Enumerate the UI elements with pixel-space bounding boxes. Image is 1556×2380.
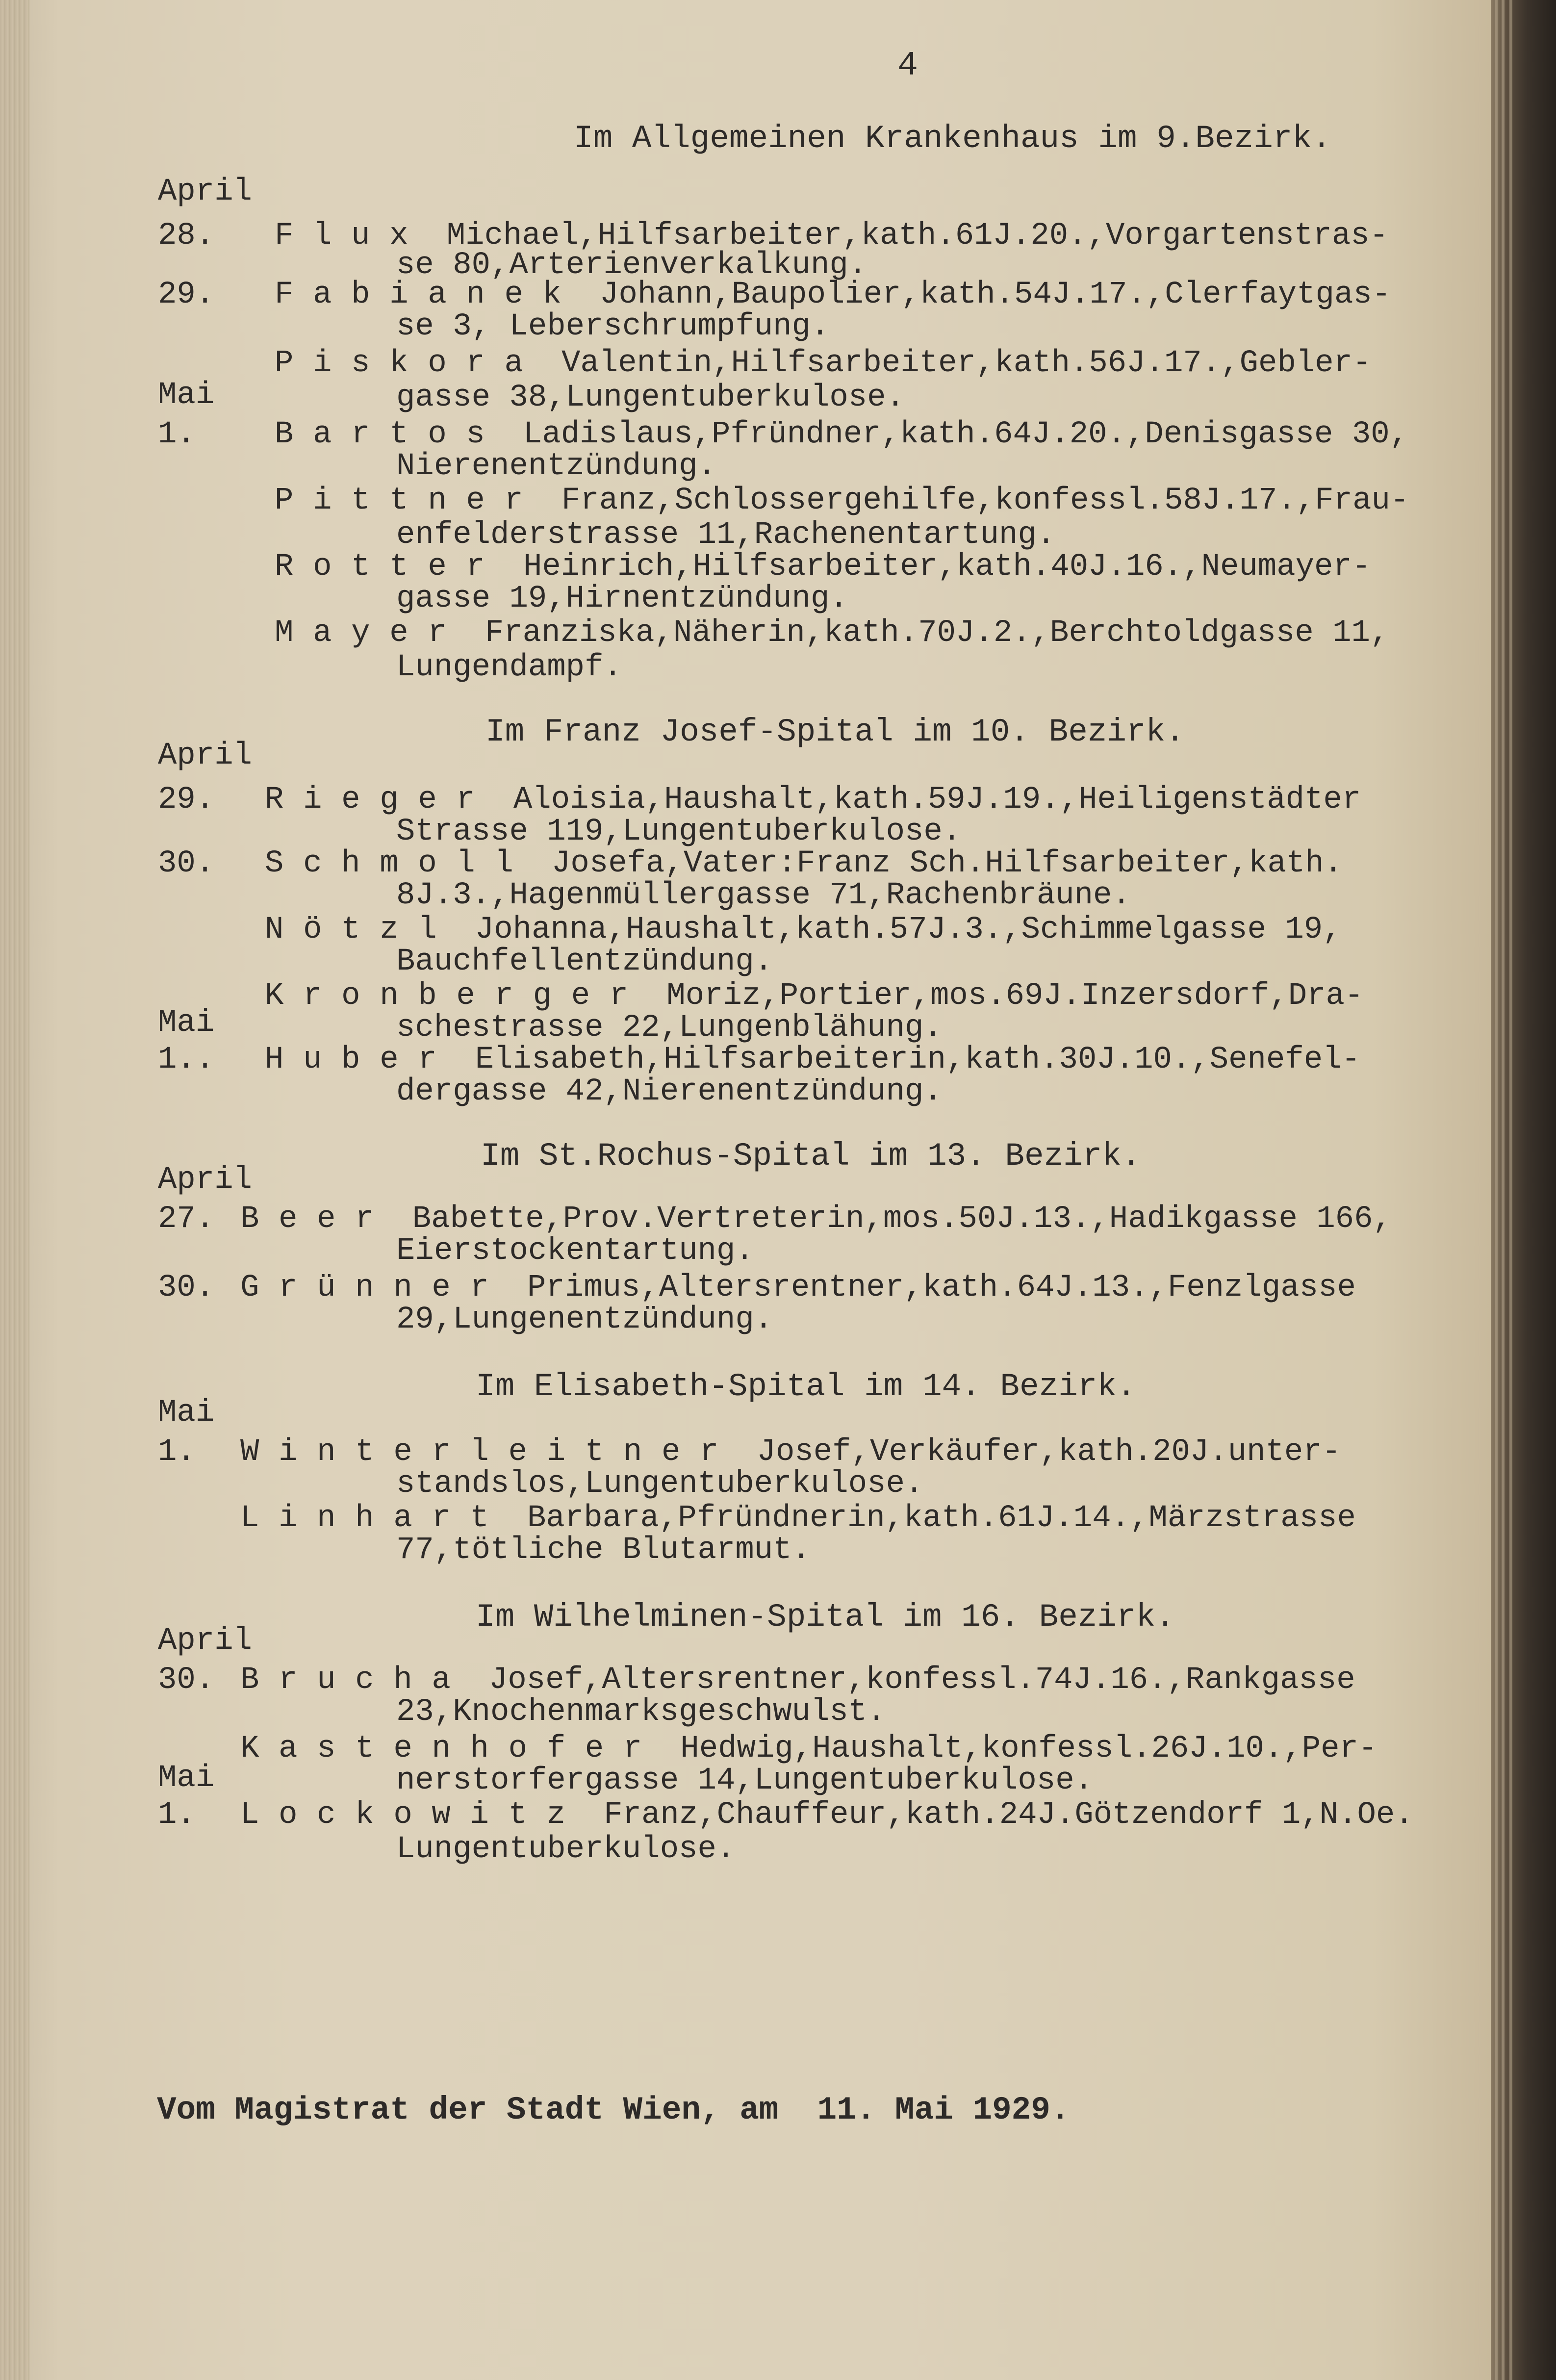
- section-heading: Im Franz Josef-Spital im 10. Bezirk.: [485, 714, 1185, 750]
- entry-line: [265, 912, 1342, 947]
- entry-continuation: Nierenentzündung.: [396, 449, 716, 484]
- surname: Winterleitner: [240, 1434, 739, 1470]
- surname: Mayer: [275, 615, 466, 651]
- entry-details: Hedwig,Haushalt,konfessl.26J.10.,Per-: [661, 1731, 1377, 1766]
- date-label: Mai: [158, 1395, 215, 1431]
- entry-line: [240, 1434, 1341, 1470]
- entry-continuation: Lungentuberkulose.: [396, 1832, 736, 1867]
- entry-details: Josef,Altersrentner,konfessl.74J.16.,Rankgasse: [470, 1663, 1355, 1698]
- entry-details: Franziska,Näherin,kath.70J.2.,Berchtoldgasse 11,: [466, 615, 1389, 651]
- entry-details: Valentin,Hilfsarbeiter,kath.56J.17.,Gebler-: [542, 346, 1372, 381]
- date-label: 1.: [158, 1797, 196, 1833]
- entry-line: [275, 549, 1371, 585]
- entry-continuation: 29,Lungenentzündung.: [396, 1302, 773, 1337]
- entry-continuation: gasse 19,Hirnentzündung.: [396, 581, 848, 616]
- entry-details: Johann,Baupolier,kath.54J.17.,Clerfaytgas-: [581, 277, 1391, 312]
- entry-continuation: enfelderstrasse 11,Rachenentartung.: [396, 517, 1056, 553]
- date-label: 1.: [158, 1434, 196, 1470]
- surname: Flux: [275, 218, 428, 254]
- surname: Rotter: [275, 549, 505, 585]
- entry-line: [240, 1270, 1356, 1305]
- entry-continuation: dergasse 42,Nierenentzündung.: [396, 1074, 943, 1109]
- surname: Piskora: [275, 346, 543, 381]
- surname: Bartos: [275, 417, 505, 452]
- entry-details: Josefa,Vater:Franz Sch.Hilfsarbeiter,kath.: [533, 846, 1343, 881]
- date-label: 30.: [158, 846, 215, 881]
- entry-line: [240, 1797, 1414, 1833]
- date-label: 28.: [158, 218, 215, 254]
- surname: Nötzl: [265, 912, 457, 947]
- entry-details: Ladislaus,Pfründner,kath.64J.20.,Denisgasse 30,: [504, 417, 1409, 452]
- entry-details: Josef,Verkäufer,kath.20J.unter-: [738, 1434, 1341, 1470]
- entry-continuation: standslos,Lungentuberkulose.: [396, 1466, 924, 1502]
- surname: Huber: [265, 1042, 457, 1077]
- section-heading: Im Elisabeth-Spital im 14. Bezirk.: [476, 1368, 1136, 1405]
- page-gutter: [0, 0, 29, 2380]
- surname: Linhart: [240, 1501, 509, 1536]
- entry-continuation: 8J.3.,Hagenmüllergasse 71,Rachenbräune.: [396, 878, 1131, 913]
- entry-details: Heinrich,Hilfsarbeiter,kath.40J.16.,Neumayer-: [504, 549, 1371, 585]
- date-label: April: [158, 1162, 253, 1198]
- entry-continuation: Bauchfellentzündung.: [396, 944, 773, 979]
- page-number: 4: [897, 47, 918, 85]
- entry-continuation: se 80,Arterienverkalkung.: [396, 248, 867, 283]
- entry-details: Barbara,Pfründnerin,kath.61J.14.,Märzstrasse: [508, 1501, 1356, 1536]
- date-label: Mai: [158, 378, 215, 413]
- entry-continuation: Lungendampf.: [396, 650, 622, 685]
- entry-line: [275, 277, 1391, 312]
- entry-line: [240, 1663, 1355, 1698]
- entry-continuation: Eierstockentartung.: [396, 1233, 754, 1269]
- surname: Rieger: [265, 782, 495, 818]
- surname: Grünner: [240, 1270, 509, 1305]
- entry-details: Aloisia,Haushalt,kath.59J.19.,Heiligenstädter: [494, 782, 1361, 818]
- section-heading: Im Allgemeinen Krankenhaus im 9.Bezirk.: [574, 120, 1331, 157]
- date-label: Mai: [158, 1761, 215, 1796]
- entry-continuation: 77,tötliche Blutarmut.: [396, 1533, 811, 1568]
- entry-details: Primus,Altersrentner,kath.64J.13.,Fenzlgasse: [508, 1270, 1356, 1305]
- entry-line: [265, 846, 1343, 881]
- entry-details: Johanna,Haushalt,kath.57J.3.,Schimmelgasse 19,: [456, 912, 1342, 947]
- entry-continuation: 23,Knochenmarksgeschwulst.: [396, 1694, 886, 1730]
- surname: Beer: [240, 1202, 394, 1237]
- surname: Brucha: [240, 1663, 470, 1698]
- date-label: April: [158, 174, 253, 209]
- section-heading: Im Wilhelminen-Spital im 16. Bezirk.: [476, 1599, 1175, 1636]
- entry-details: Michael,Hilfsarbeiter,kath.61J.20.,Vorgartenstras-: [428, 218, 1389, 254]
- date-label: 30.: [158, 1270, 215, 1305]
- entry-continuation: gasse 38,Lungentuberkulose.: [396, 380, 905, 415]
- entry-continuation: se 3, Leberschrumpfung.: [396, 309, 830, 344]
- surname: Fabianek: [275, 277, 581, 312]
- surname: Kronberger: [265, 978, 648, 1014]
- date-label: 1.: [158, 417, 196, 452]
- entry-continuation: nerstorfergasse 14,Lungentuberkulose.: [396, 1763, 1094, 1798]
- entry-continuation: schestrasse 22,Lungenblähung.: [396, 1010, 943, 1046]
- date-label: 30.: [158, 1663, 215, 1698]
- entry-details: Franz,Chauffeur,kath.24J.Götzendorf 1,N.Oe.: [585, 1797, 1414, 1833]
- entry-line: [240, 1731, 1377, 1766]
- entry-line: [265, 978, 1363, 1014]
- date-label: April: [158, 738, 253, 773]
- surname: Schmoll: [265, 846, 533, 881]
- entry-continuation: Strasse 119,Lungentuberkulose.: [396, 814, 962, 849]
- surname: Lockowitz: [240, 1797, 585, 1833]
- entry-line: [240, 1202, 1392, 1237]
- entry-details: Moriz,Portier,mos.69J.Inzersdorf,Dra-: [647, 978, 1364, 1014]
- date-label: 1..: [158, 1042, 215, 1077]
- section-heading: Im St.Rochus-Spital im 13. Bezirk.: [481, 1138, 1141, 1175]
- date-label: April: [158, 1623, 253, 1659]
- entry-details: Franz,Schlossergehilfe,konfessl.58J.17.,Frau-: [542, 483, 1409, 518]
- surname: Pittner: [275, 483, 543, 518]
- entry-line: [240, 1501, 1356, 1536]
- date-label: 29.: [158, 782, 215, 818]
- entry-line: [275, 483, 1409, 518]
- document-body: [157, 0, 1486, 2380]
- surname: Kastenhofer: [240, 1731, 662, 1766]
- sheet-edge: [1495, 0, 1498, 2380]
- entry-line: [275, 417, 1408, 452]
- date-label: Mai: [158, 1005, 215, 1041]
- date-label: 29.: [158, 277, 215, 312]
- entry-details: Babette,Prov.Vertreterin,mos.50J.13.,Hadikgasse 166,: [393, 1202, 1392, 1237]
- book-edge: [1491, 0, 1556, 2380]
- sheet-edge: [1502, 0, 1505, 2380]
- entry-details: Elisabeth,Hilfsarbeiterin,kath.30J.10.,Senefel-: [456, 1042, 1360, 1077]
- entry-line: [265, 1042, 1360, 1077]
- entry-line: [265, 782, 1361, 818]
- entry-line: [275, 346, 1371, 381]
- footer-signature-line: Vom Magistrat der Stadt Wien, am 11. Mai 1929.: [157, 2092, 1070, 2128]
- sheet-edge: [1509, 0, 1512, 2380]
- entry-line: [275, 615, 1389, 651]
- date-label: 27.: [158, 1202, 215, 1237]
